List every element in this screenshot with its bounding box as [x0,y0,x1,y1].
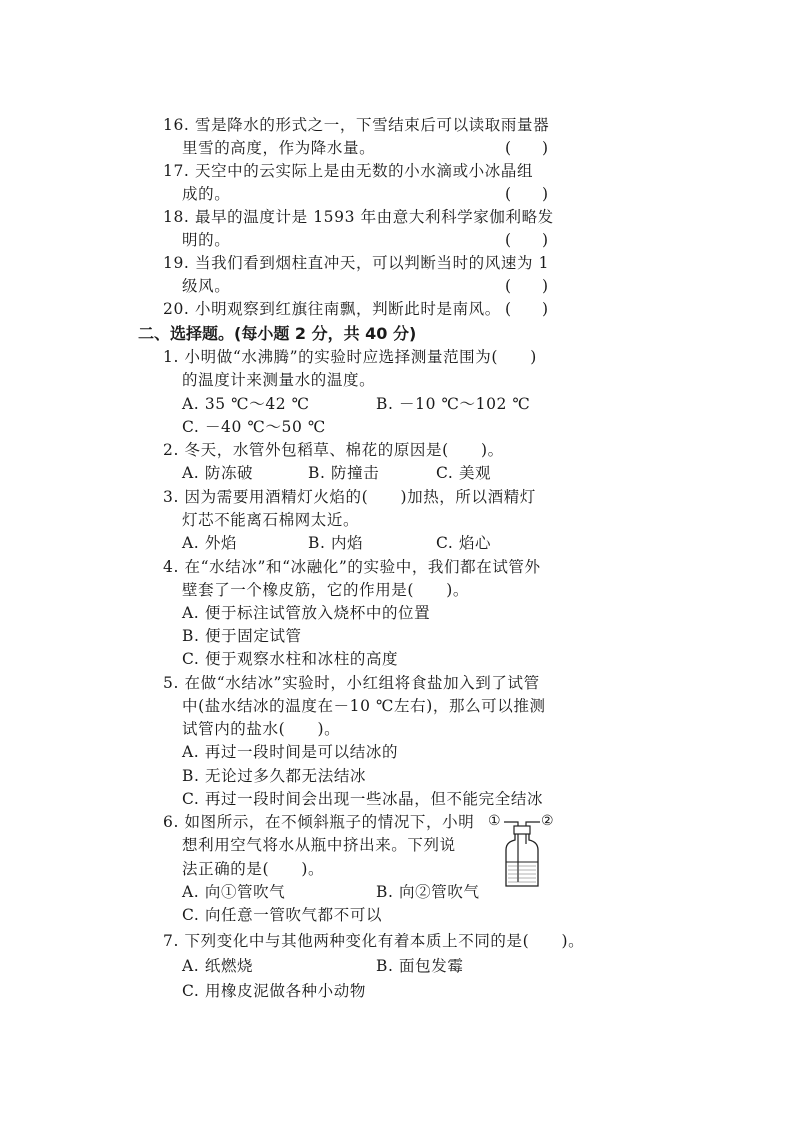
q20-answer-blank[interactable]: ( ) [505,300,549,318]
choice-q3-option-a[interactable]: A. 外焰 [182,534,238,552]
q18-line1: 18. 最早的温度计是 1593 年由意大利科学家伽利略发 [163,208,554,226]
choice-q2-option-c[interactable]: C. 美观 [436,464,492,482]
choice-q5-line3: 试管内的盐水( )。 [182,720,341,738]
q19-line2: 级风。 [182,277,231,295]
choice-q5-option-c[interactable]: C. 再过一段时间会出现一些冰晶，但不能完全结冰 [182,790,544,808]
choice-q1-option-a[interactable]: A. 35 ℃～42 ℃ [182,395,310,413]
q16-line1: 16. 雪是降水的形式之一，下雪结束后可以读取雨量器 [163,116,550,134]
q19-answer-blank[interactable]: ( ) [505,277,549,295]
choice-q2-option-a[interactable]: A. 防冻破 [182,464,254,482]
choice-q4-option-c[interactable]: C. 便于观察水柱和冰柱的高度 [182,650,399,668]
choice-q5-line1: 5. 在做“水结冰”实验时，小红组将食盐加入到了试管 [163,674,540,692]
q17-line1: 17. 天空中的云实际上是由无数的小水滴或小冰晶组 [163,162,534,180]
q18-answer-blank[interactable]: ( ) [505,231,549,249]
choice-q6-line2: 想利用空气将水从瓶中挤出来。下列说 [182,836,456,854]
figure-label-tube-2: ② [541,813,555,829]
choice-q1-line2: 的温度计来测量水的温度。 [182,371,376,389]
figure-label-tube-1: ① [488,813,502,829]
choice-q5-option-b[interactable]: B. 无论过多久都无法结冰 [182,767,367,785]
choice-q3-line1: 3. 因为需要用酒精灯火焰的( )加热，所以酒精灯 [163,488,536,506]
choice-q6-line1: 6. 如图所示，在不倾斜瓶子的情况下，小明 [163,813,475,831]
choice-q7-option-c[interactable]: C. 用橡皮泥做各种小动物 [182,982,366,1000]
choice-q4-line1: 4. 在“水结冰”和“冰融化”的实验中，我们都在试管外 [163,558,541,576]
choice-q4-option-b[interactable]: B. 便于固定试管 [182,627,302,645]
q17-line2: 成的。 [182,185,231,203]
q16-line2: 里雪的高度，作为降水量。 [182,139,376,157]
choice-q3-line2: 灯芯不能离石棉网太近。 [182,511,360,529]
choice-q2-line1: 2. 冬天，水管外包稻草、棉花的原因是( )。 [163,441,504,459]
choice-q2-option-b[interactable]: B. 防撞击 [308,464,380,482]
choice-q1-option-c[interactable]: C. －40 ℃～50 ℃ [182,418,326,436]
choice-q1-line1: 1. 小明做“水沸腾”的实验时应选择测量范围为( ) [163,348,537,366]
q16-answer-blank[interactable]: ( ) [505,139,549,157]
section-title-choice: 二、选择题。(每小题 2 分，共 40 分) [138,324,417,343]
choice-q6-option-b[interactable]: B. 向②管吹气 [376,883,480,901]
choice-q7-line1: 7. 下列变化中与其他两种变化有着本质上不同的是( )。 [163,932,585,950]
choice-q1-option-b[interactable]: B. －10 ℃～102 ℃ [376,395,531,413]
choice-q6-option-c[interactable]: C. 向任意一管吹气都不可以 [182,906,383,924]
choice-q4-option-a[interactable]: A. 便于标注试管放入烧杯中的位置 [182,604,431,622]
q17-answer-blank[interactable]: ( ) [505,185,549,203]
choice-q6-option-a[interactable]: A. 向①管吹气 [182,883,286,901]
q19-line1: 19. 当我们看到烟柱直冲天，可以判断当时的风速为 1 [163,254,550,272]
q18-line2: 明的。 [182,231,231,249]
choice-q5-option-a[interactable]: A. 再过一段时间是可以结冰的 [182,743,399,761]
choice-q6-line3: 法正确的是( )。 [182,860,325,878]
choice-q4-line2: 壁套了一个橡皮筋，它的作用是( )。 [182,581,469,599]
bottle-figure-icon [490,812,560,892]
choice-q3-option-b[interactable]: B. 内焰 [308,534,364,552]
choice-q5-line2: 中(盐水结冰的温度在－10 ℃左右)，那么可以推测 [182,697,546,715]
choice-q7-option-a[interactable]: A. 纸燃烧 [182,957,254,975]
choice-q7-option-b[interactable]: B. 面包发霉 [376,957,464,975]
q20-line1: 20. 小明观察到红旗往南飘，判断此时是南风。 [163,300,501,318]
choice-q3-option-c[interactable]: C. 焰心 [436,534,492,552]
